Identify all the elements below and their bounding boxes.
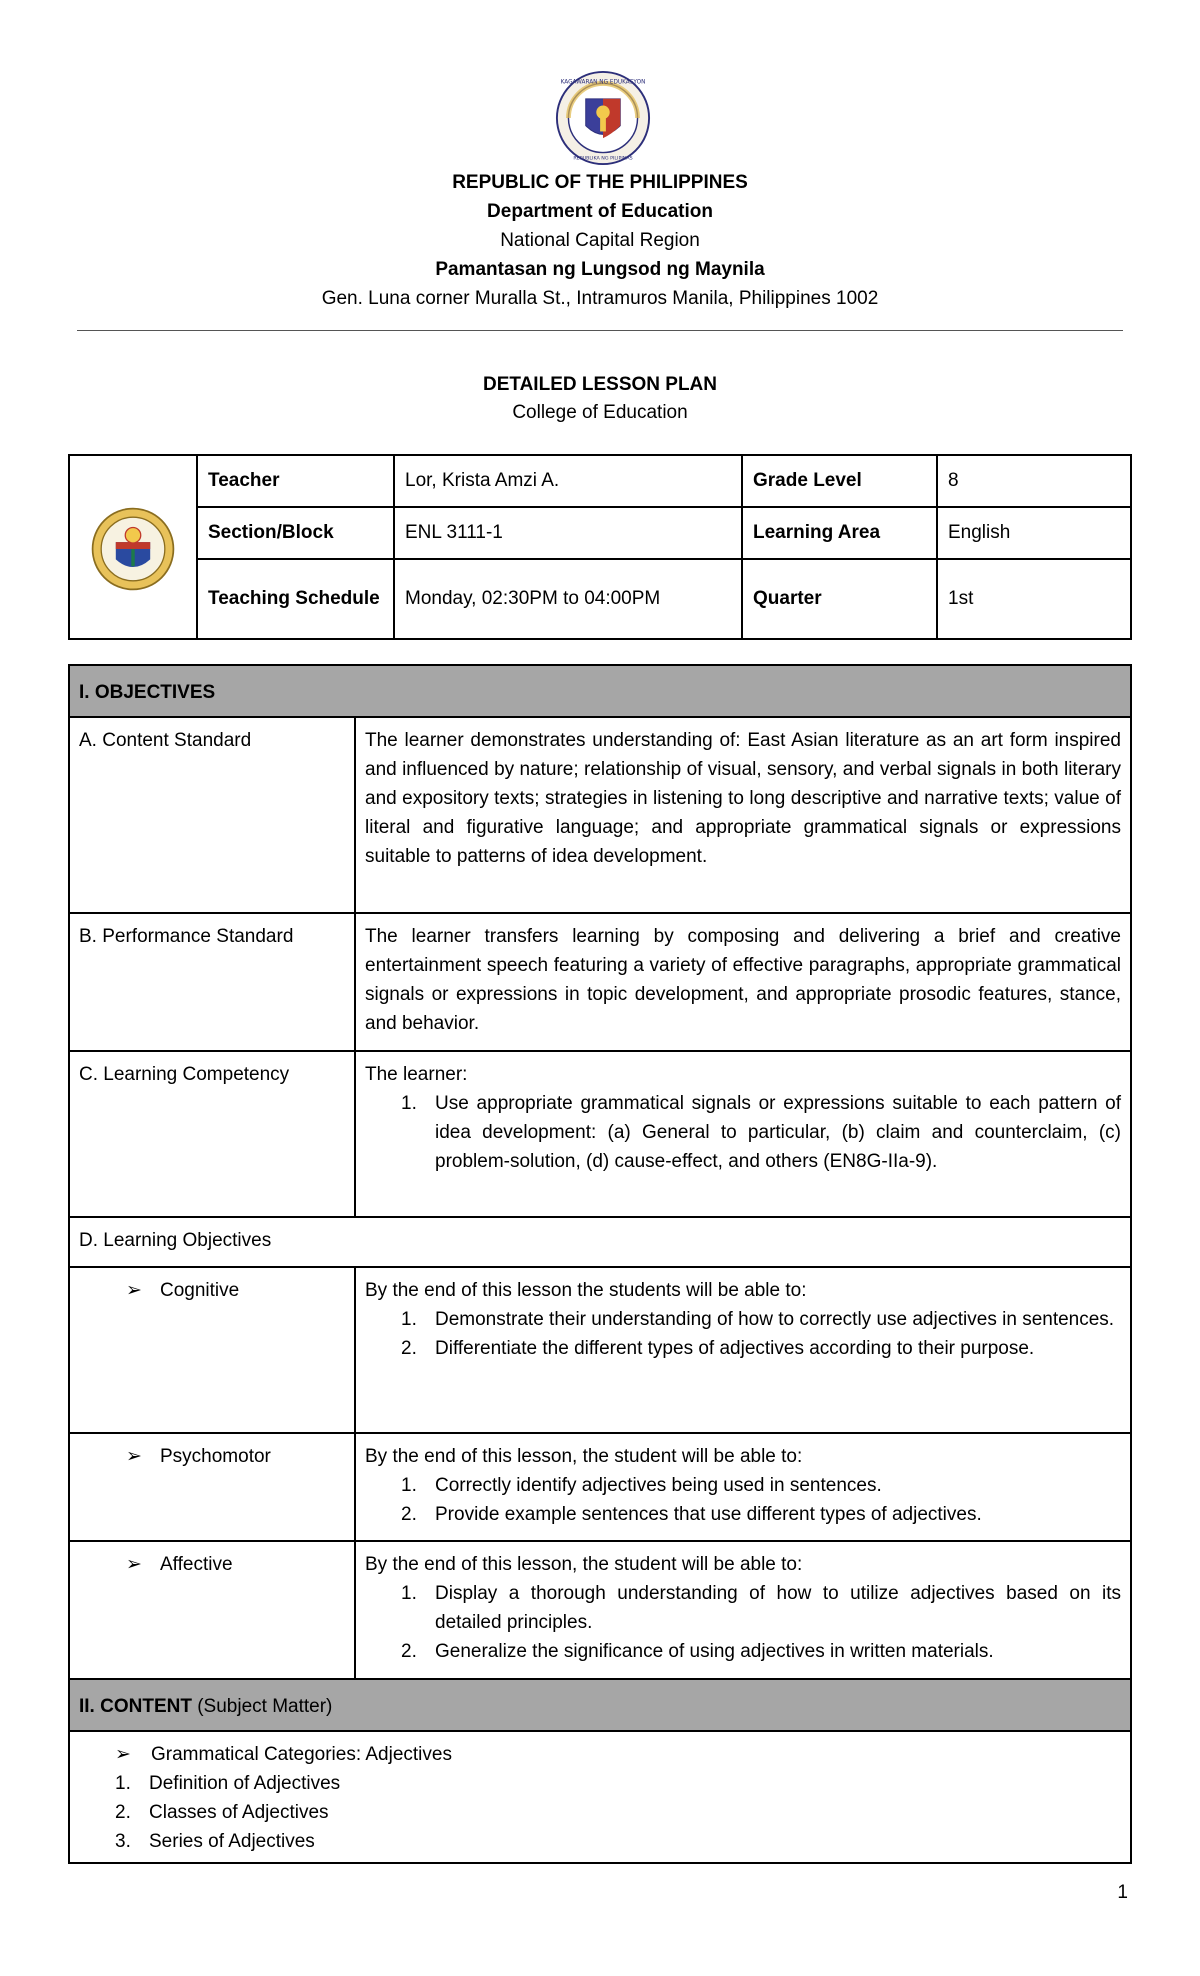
- list-item: 2. Provide example sentences that use different types of adjectives.: [365, 1500, 1121, 1529]
- teacher-label: Teacher: [208, 470, 280, 491]
- psychomotor-content: [356, 1434, 1130, 1540]
- page-number: 1: [1117, 1882, 1128, 1903]
- header-address: Gen. Luna corner Muralla St., Intramuros Manila, Philippines 1002: [321, 288, 879, 309]
- competency-intro: The learner:: [365, 1064, 468, 1085]
- list-number: 1.: [401, 1475, 417, 1496]
- list-item: 2. Differentiate the different types of adjectives according to their purpose.: [365, 1334, 1121, 1363]
- info-row-teacher: [198, 456, 1130, 508]
- list-number: 2.: [401, 1504, 417, 1525]
- objectives-table: [68, 664, 1132, 1864]
- header-republic: REPUBLIC OF THE PHILIPPINES: [452, 172, 748, 193]
- logo-cell: [70, 456, 198, 638]
- affective-label-cell: [70, 1542, 356, 1678]
- quarter-value: 1st: [936, 560, 1130, 638]
- cognitive-row: [70, 1268, 1130, 1434]
- objectives-heading: I. OBJECTIVES: [79, 682, 216, 703]
- section-label: Section/Block: [208, 522, 334, 543]
- quarter-label: Quarter: [741, 560, 936, 638]
- area-value: English: [936, 508, 1130, 558]
- doc-title: DETAILED LESSON PLAN: [483, 374, 717, 395]
- info-row-section: [198, 508, 1130, 560]
- plm-logo-icon: [90, 506, 176, 592]
- list-item: 1. Demonstrate their understanding of how to correctly use adjectives in sentences.: [365, 1305, 1121, 1334]
- psychomotor-label-cell: [70, 1434, 356, 1540]
- content-row: [70, 1732, 1130, 1862]
- psychomotor-label: Psychomotor: [160, 1446, 271, 1467]
- performance-standard-row: [70, 914, 1130, 1052]
- affective-content: [356, 1542, 1130, 1678]
- teacher-value: Lor, Krista Amzi A.: [393, 456, 741, 506]
- performance-standard-label: B. Performance Standard: [70, 914, 356, 1050]
- list-item: 1. Definition of Adjectives: [79, 1769, 1121, 1798]
- content-body: [70, 1732, 1130, 1862]
- list-item: 1. Use appropriate grammatical signals or expressions suitable to each pattern of idea development: (a) General to particular, (b) claim and counterclaim, (c) problem-solution, (d) cause-effect, and others (EN8G-IIa-9).: [365, 1089, 1121, 1176]
- list-number: 1.: [115, 1773, 131, 1794]
- content-standard-label: A. Content Standard: [70, 718, 356, 912]
- list-item: 1. Display a thorough understanding of how to utilize adjectives based on its detailed principles.: [365, 1579, 1121, 1637]
- list-item: 3. Series of Adjectives: [79, 1827, 1121, 1856]
- affective-intro: By the end of this lesson, the student will be able to:: [365, 1554, 803, 1575]
- college-name: College of Education: [512, 402, 688, 423]
- content-standard-text: The learner demonstrates understanding of: East Asian literature as an art form inspired and influenced by nature; relationship of visual, sensory, and verbal signals in both literary and expository texts; strategies in listening to long descriptive and narrative texts; value of literal and figurative language; and appropriate grammatical signals or expressions suitable to patterns of idea development.: [365, 730, 1121, 867]
- list-number: 1.: [401, 1093, 417, 1114]
- schedule-label: Teaching Schedule: [208, 588, 380, 609]
- content-category: ➢ Grammatical Categories: Adjectives: [79, 1740, 1121, 1769]
- psychomotor-intro: By the end of this lesson, the student will be able to:: [365, 1446, 803, 1467]
- section-value: ENL 3111-1: [393, 508, 741, 558]
- affective-row: [70, 1542, 1130, 1680]
- psychomotor-row: [70, 1434, 1130, 1542]
- competency-content: [356, 1052, 1130, 1216]
- performance-standard-text: The learner transfers learning by composing and delivering a brief and creative entertainment speech featuring a variety of effective paragraphs, appropriate grammatical signals or expressions in topic development, and appropriate prosodic features, stance, and behavior.: [365, 926, 1121, 1034]
- info-table: [68, 454, 1132, 640]
- content-heading: II. CONTENT (Subject Matter): [79, 1696, 333, 1717]
- content-heading-row: [70, 1680, 1130, 1732]
- grade-label: Grade Level: [741, 456, 936, 506]
- list-item: 2. Classes of Adjectives: [79, 1798, 1121, 1827]
- cognitive-intro: By the end of this lesson the students will be able to:: [365, 1280, 807, 1301]
- seal-top-text: KAGAWARAN NG EDUKASYON: [560, 79, 646, 86]
- header-divider: [77, 330, 1123, 331]
- learning-objectives-row: [70, 1218, 1130, 1268]
- arrow-bullet-icon: ➢: [126, 1280, 142, 1301]
- grade-value: 8: [936, 456, 1130, 506]
- arrow-bullet-icon: ➢: [115, 1744, 131, 1765]
- competency-label: C. Learning Competency: [70, 1052, 356, 1216]
- cognitive-label: Cognitive: [160, 1280, 240, 1301]
- affective-label: Affective: [160, 1554, 233, 1575]
- list-number: 1.: [401, 1583, 417, 1604]
- header-university: Pamantasan ng Lungsod ng Maynila: [435, 259, 765, 280]
- arrow-bullet-icon: ➢: [126, 1554, 142, 1575]
- cognitive-label-cell: [70, 1268, 356, 1432]
- header-department: Department of Education: [487, 201, 713, 222]
- area-label: Learning Area: [741, 508, 936, 558]
- list-number: 1.: [401, 1309, 417, 1330]
- list-number: 2.: [401, 1641, 417, 1662]
- header-region: National Capital Region: [500, 230, 700, 251]
- competency-row: [70, 1052, 1130, 1218]
- list-number: 3.: [115, 1831, 131, 1852]
- deped-seal-icon: [555, 70, 651, 166]
- list-item: 1. Correctly identify adjectives being used in sentences.: [365, 1471, 1121, 1500]
- seal-bottom-text: REPUBLIKA NG PILIPINAS: [573, 156, 633, 162]
- arrow-bullet-icon: ➢: [126, 1446, 142, 1467]
- cognitive-content: [356, 1268, 1130, 1432]
- list-number: 2.: [115, 1802, 131, 1823]
- schedule-value: Monday, 02:30PM to 04:00PM: [393, 560, 741, 638]
- info-row-schedule: [198, 560, 1130, 638]
- content-standard-row: [70, 718, 1130, 914]
- list-item: 2. Generalize the significance of using adjectives in written materials.: [365, 1637, 1121, 1666]
- learning-objectives-label: D. Learning Objectives: [79, 1230, 272, 1251]
- objectives-heading-row: [70, 666, 1130, 718]
- list-number: 2.: [401, 1338, 417, 1359]
